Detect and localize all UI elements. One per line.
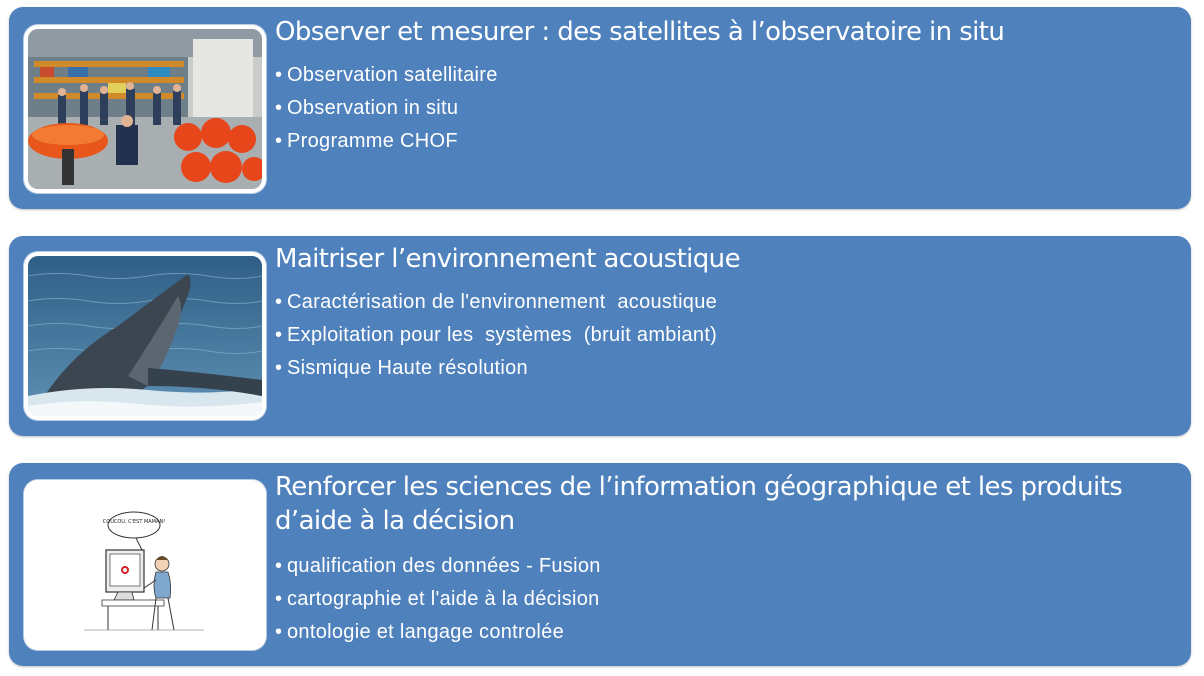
list-item: • qualification des données - Fusion: [275, 550, 1171, 583]
list-item: • cartographie et l'aide à la décision: [275, 583, 1171, 616]
list-item: • Caractérisation de l'environnement acoustique: [275, 286, 1171, 319]
bullet-icon: •: [275, 357, 283, 379]
section-title: Observer et mesurer : des satellites à l’observatoire in situ: [275, 17, 1005, 47]
section-title: Renforcer les sciences de l’information géographique et les produits d’aide à la décision: [275, 472, 1123, 536]
bullet-icon: •: [275, 64, 283, 86]
list-item: • ontologie et langage controlée: [275, 616, 1171, 649]
bullet-icon: •: [275, 324, 283, 346]
list-item: • Observation satellitaire: [275, 59, 1171, 92]
bullet-icon: •: [275, 97, 283, 119]
bullet-icon: •: [275, 621, 283, 643]
bullet-list: [275, 286, 1171, 385]
section-information-geographique-text: [275, 470, 1171, 649]
whale-photo: [24, 252, 266, 420]
warehouse-photo-graphic: [28, 29, 262, 189]
list-item: • Programme CHOF: [275, 125, 1171, 158]
speech-bubble-text: COUCOU, C'EST MAMAN!: [102, 519, 166, 525]
cartoon-graphic: [24, 480, 266, 650]
section-title: Maitriser l’environnement acoustique: [275, 244, 740, 274]
bullet-icon: •: [275, 291, 283, 313]
list-item: • Observation in situ: [275, 92, 1171, 125]
section-information-geographique: [9, 463, 1191, 666]
bullet-list: [275, 59, 1171, 158]
section-acoustique-text: [275, 242, 1171, 385]
warehouse-buoys-photo: [24, 25, 266, 193]
list-item: • Exploitation pour les systèmes (bruit ambiant): [275, 319, 1171, 352]
section-observer-text: [275, 15, 1171, 158]
section-acoustique: [9, 236, 1191, 436]
bullet-icon: •: [275, 555, 283, 577]
list-item: • Sismique Haute résolution: [275, 352, 1171, 385]
whale-photo-graphic: [28, 256, 262, 416]
bullet-icon: •: [275, 588, 283, 610]
bullet-list: [275, 550, 1171, 649]
cartoon-computer-user: [24, 480, 266, 650]
section-observer: [9, 7, 1191, 209]
bullet-icon: •: [275, 130, 283, 152]
